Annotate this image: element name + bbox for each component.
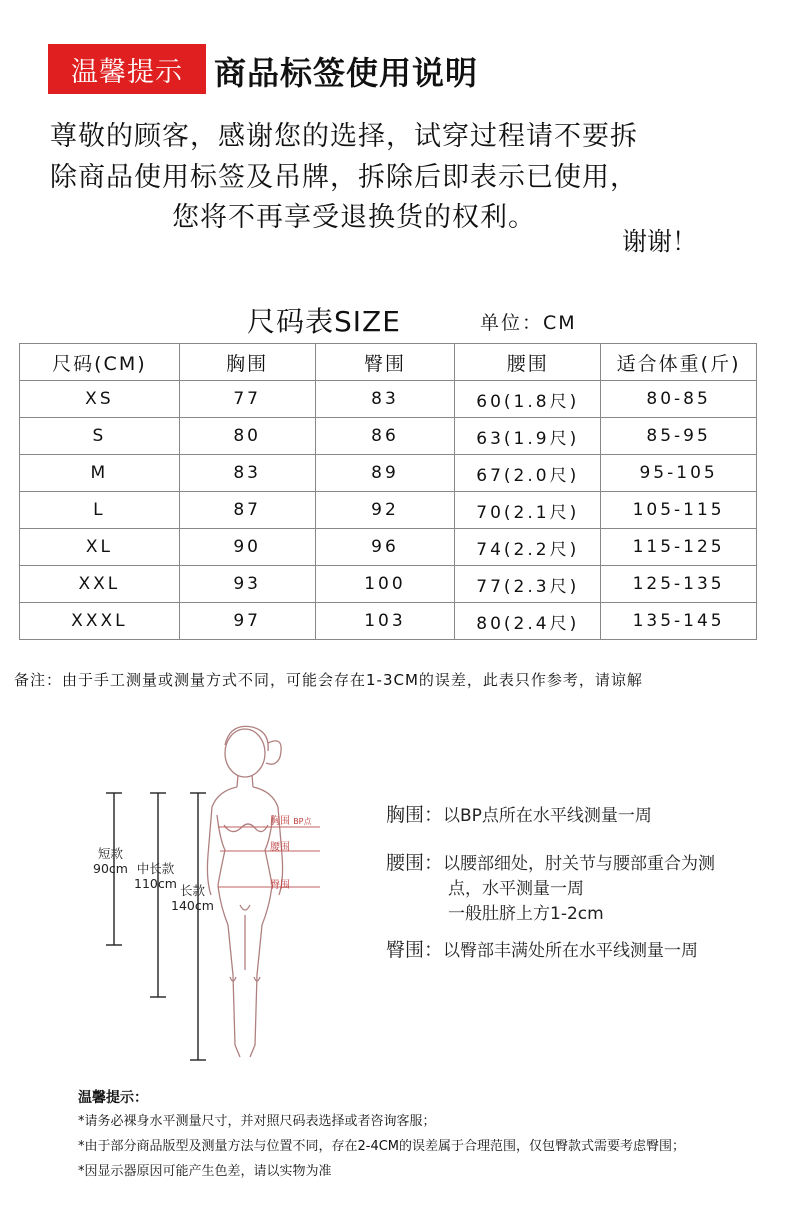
tip-item: *因显示器原因可能产生色差，请以实物为准 [78,1164,332,1179]
long-length-value: 140cm [171,898,214,913]
table-cell: 85-95 [601,418,757,455]
table-cell: XL [20,529,180,566]
figure-hip-label: 臀围 [270,880,290,891]
table-cell: 90 [179,529,315,566]
table-cell: 96 [315,529,455,566]
column-header: 腰围 [455,344,601,381]
table-cell: M [20,455,180,492]
table-cell: 77 [179,381,315,418]
figure-chest-label [270,812,312,827]
mid-length-value: 110cm [134,876,177,891]
table-cell: 60(1.8尺) [455,381,601,418]
column-header: 适合体重(斤) [601,344,757,381]
table-row [20,381,757,418]
table-cell: 74(2.2尺) [455,529,601,566]
notice-line-3: 您将不再享受退换货的权利。 [172,202,536,233]
tip-item: *由于部分商品版型及测量方法与位置不同，存在2-4CM的误差属于合理范围，仅包臀款式需要考虑臀围； [78,1139,686,1154]
table-cell: 89 [315,455,455,492]
waist-text-2: 点，水平测量一周 [448,879,584,899]
remark-note: 备注：由于手工测量或测量方式不同，可能会存在1-3CM的误差，此表只作参考，请谅解 [14,671,643,689]
chest-tag: 胸围 [270,816,290,827]
notice-badge: 温馨提示 [48,44,206,94]
notice-line-1: 尊敬的顾客，感谢您的选择，试穿过程请不要拆 [50,121,638,152]
column-header: 尺码(CM) [20,344,180,381]
short-length-name: 短款 [97,846,123,861]
chest-text: 以BP点所在水平线测量一周 [443,806,652,826]
chest-key: 胸围： [386,804,444,826]
table-cell: 67(2.0尺) [455,455,601,492]
long-length-label [171,883,214,913]
size-table-header [20,344,757,381]
table-cell: 77(2.3尺) [455,566,601,603]
table-cell: 63(1.9尺) [455,418,601,455]
page-title: 商品标签使用说明 [214,54,479,92]
table-cell: 83 [179,455,315,492]
table-cell: 103 [315,603,455,640]
table-cell: 115-125 [601,529,757,566]
table-cell: 95-105 [601,455,757,492]
table-cell: 86 [315,418,455,455]
table-row [20,492,757,529]
waist-key: 腰围： [386,852,444,874]
table-cell: 80 [179,418,315,455]
chest-measurement [386,800,652,827]
table-cell: L [20,492,180,529]
column-header: 胸围 [179,344,315,381]
table-cell: 70(2.1尺) [455,492,601,529]
table-cell: 80-85 [601,381,757,418]
size-chart-unit: 单位：CM [480,312,577,334]
waist-measurement [386,848,715,875]
hip-text: 以臀部丰满处所在水平线测量一周 [443,941,699,961]
table-cell: S [20,418,180,455]
waist-text-3: 一般肚脐上方1-2cm [448,904,604,924]
size-table [19,343,757,640]
table-row [20,418,757,455]
figure-waist-label: 腰围 [270,842,290,853]
table-cell: 97 [179,603,315,640]
table-row [20,455,757,492]
table-cell: XS [20,381,180,418]
table-cell: XXXL [20,603,180,640]
table-cell: 135-145 [601,603,757,640]
thanks-text: 谢谢！ [622,227,698,256]
table-cell: 100 [315,566,455,603]
size-chart-title: 尺码表SIZE [247,305,401,338]
hip-measurement [386,935,698,962]
hip-key: 臀围： [386,939,444,961]
short-length-value: 90cm [93,861,128,876]
column-header: 臀围 [315,344,455,381]
table-cell: XXL [20,566,180,603]
table-cell: 105-115 [601,492,757,529]
table-row [20,529,757,566]
table-cell: 125-135 [601,566,757,603]
notice-line-2: 除商品使用标签及吊牌，拆除后即表示已使用， [50,162,638,193]
tips-title: 温馨提示： [78,1090,148,1106]
table-cell: 80(2.4尺) [455,603,601,640]
table-cell: 83 [315,381,455,418]
tip-item: *请务必裸身水平测量尺寸，并对照尺码表选择或者咨询客服； [78,1114,436,1129]
table-row [20,566,757,603]
long-length-name: 长款 [179,883,205,898]
table-row [20,603,757,640]
table-cell: 92 [315,492,455,529]
waist-text-1: 以腰部细处，肘关节与腰部重合为测 [443,854,716,874]
table-cell: 87 [179,492,315,529]
table-cell: 93 [179,566,315,603]
bp-tag: BP点 [293,817,312,826]
mid-length-name: 中长款 [136,861,175,876]
short-length-label [93,846,128,876]
